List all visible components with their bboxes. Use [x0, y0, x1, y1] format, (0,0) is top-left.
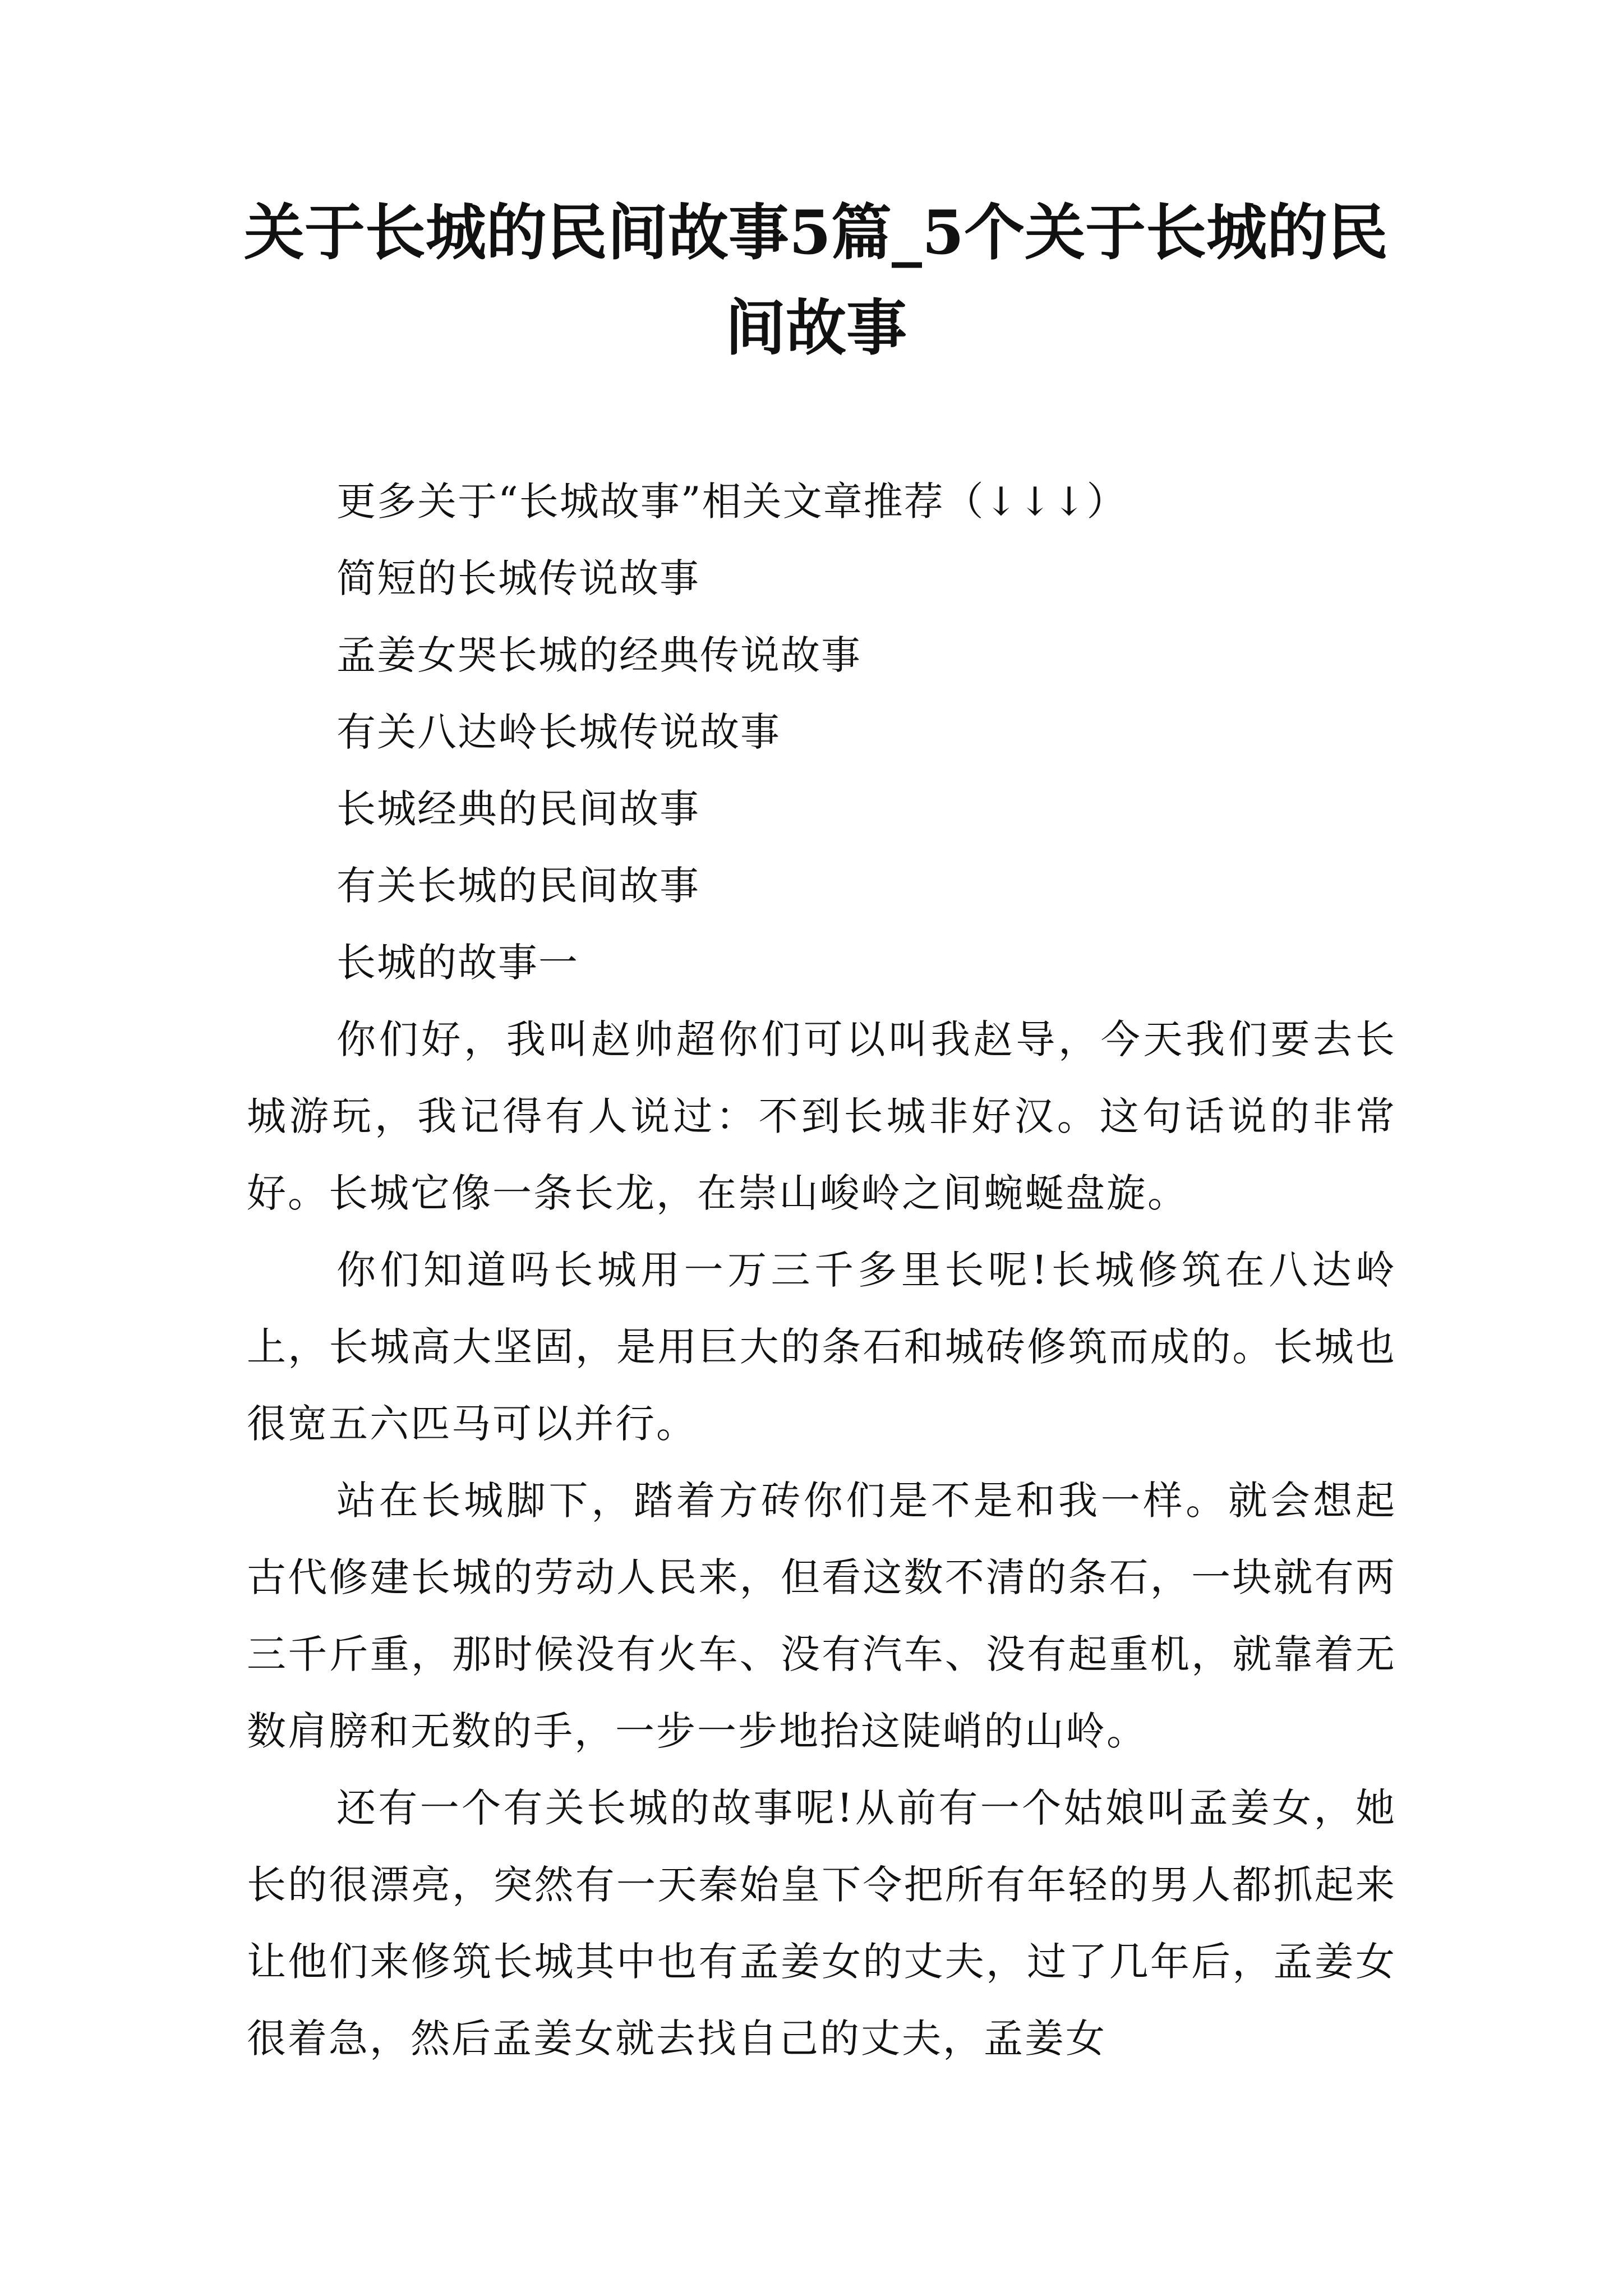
- body-paragraph: 你们好，我叫赵帅超你们可以叫我赵导，今天我们要去长城游玩，我记得有人说过：不到长城非好汉。这句话说的非常好。长城它像一条长龙，在崇山峻岭之间蜿蜒盘旋。: [247, 1016, 1396, 1216]
- recommend-heading: 更多关于“长城故事”相关文章推荐（↓↓↓）: [336, 478, 1127, 524]
- body-paragraph: 还有一个有关长城的故事呢!从前有一个姑娘叫孟姜女，她长的很漂亮，突然有一天秦始皇下令把所有年轻的男人都抓起来让他们来修筑长城其中也有孟姜女的丈夫，过了几年后，孟姜女很着急，然后孟姜女就去找自己的丈夫，孟姜女: [247, 1785, 1396, 2062]
- recommend-link[interactable]: 长城经典的民间故事: [336, 786, 700, 832]
- document-title: 关于长城的民间故事5篇_5个关于长城的民间故事: [243, 197, 1389, 364]
- body-paragraph: 站在长城脚下，踏着方砖你们是不是和我一样。就会想起古代修建长城的劳动人民来，但看这数不清的条石，一块就有两三千斤重，那时候没有火车、没有汽车、没有起重机，就靠着无数肩膀和无数的手，一步一步地抬这陡峭的山岭。: [247, 1478, 1396, 1754]
- recommend-link[interactable]: 孟姜女哭长城的经典传说故事: [336, 632, 861, 678]
- recommend-link[interactable]: 简短的长城传说故事: [336, 555, 700, 601]
- recommend-link[interactable]: 有关长城的民间故事: [336, 863, 700, 909]
- recommend-link[interactable]: 有关八达岭长城传说故事: [336, 709, 781, 755]
- document-body: [247, 463, 1396, 2077]
- section-title: 长城的故事一: [336, 940, 579, 986]
- body-paragraph: 你们知道吗长城用一万三千多里长呢!长城修筑在八达岭上，长城高大坚固，是用巨大的条石和城砖修筑而成的。长城也很宽五六匹马可以并行。: [247, 1247, 1396, 1447]
